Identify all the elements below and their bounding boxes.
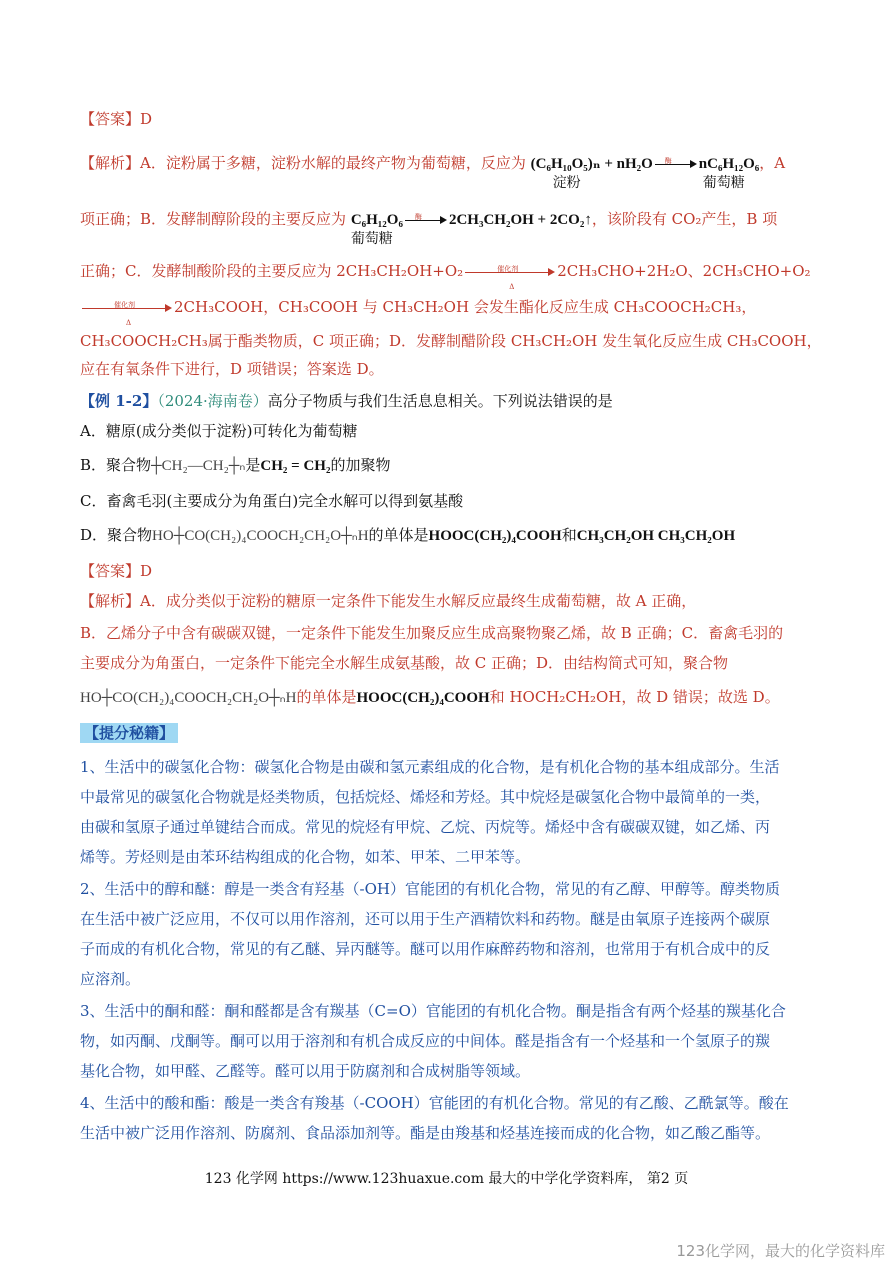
example-header <box>80 390 613 412</box>
analysis2-line3: 主要成分为角蛋白，一定条件下能完全水解生成氨基酸，故 C 正确；D．由结构简式可知，聚合物 <box>80 654 729 672</box>
option-b: B．聚合物┼CH₂—CH₂┼ₙ是CH₂ = CH₂的加聚物 <box>80 456 391 474</box>
analysis1-line2: 项正确；B．发酵制醇阶段的主要反应为 C₆H₁₂O₆ 葡萄糖 酶 2CH₃CH₂OH + 2CO₂↑，该阶段有 CO₂产生，B 项 <box>80 210 778 247</box>
answer-label: 【答案】 <box>80 562 141 580</box>
page-footer: 123 化学网 https://www.123huaxue.com 最大的中学化学资料库， 第2 页 <box>204 1171 689 1187</box>
reaction-arrow: 催化剂 Δ <box>465 267 555 277</box>
tips-label: 【提分秘籍】 <box>80 723 178 743</box>
equation-fermentation: C₆H₁₂O₆ 葡萄糖 <box>350 212 403 247</box>
tips-p1-l1: 1、生活中的碳氢化合物：碳氢化合物是由碳和氢元素组成的化合物，是有机化合物的基本组成部分。生活 <box>80 758 780 776</box>
tips-p1-l2: 中最常见的碳氢化合物就是烃类物质，包括烷烃、烯烃和芳烃。其中烷烃是碳氢化合物中最简单的一类， <box>80 788 771 806</box>
reaction-arrow: 酶 <box>655 159 697 169</box>
eq-reactant: (C₆H₁₀O₅)ₙ + nH₂O <box>530 156 653 172</box>
analysis2-line2: B．乙烯分子中含有碳碳双键，一定条件下能发生加聚反应生成高聚物聚乙烯，故 B 正确；C．畜禽毛羽的 <box>80 624 784 642</box>
tips-p4-l1: 4、生活中的酸和酯：酸是一类含有羧基（-COOH）官能团的有机化合物。常见的有乙酸、乙酰氯等。酸在 <box>80 1094 789 1112</box>
analysis1-line3: 正确；C．发酵制酸阶段的主要反应为 2CH₃CH₂OH+O₂ 催化剂 Δ 2CH₃CHO+2H₂O、2CH₃CHO+O₂ <box>80 262 811 291</box>
analysis1-line5: CH₃COOCH₂CH₃属于酯类物质，C 项正确；D．发酵制醋阶段 CH₃CH₂OH 发生氧化反应生成 CH₃COOH， <box>80 332 822 350</box>
reaction-arrow: 催化剂 Δ <box>82 303 172 313</box>
reaction-arrow: 酶 <box>405 215 447 225</box>
monomer-formula: CH₂ = CH₂ <box>260 458 331 474</box>
monomer-formula-1: HOOC(CH₂)₄COOH <box>428 528 562 544</box>
tips-p1-l4: 烯等。芳烃则是由苯环结构组成的化合物，如苯、甲苯、二甲苯等。 <box>80 848 531 866</box>
answer-value: D <box>140 562 153 580</box>
tips-p2-l1: 2、生活中的醇和醚：醇是一类含有羟基（-OH）官能团的有机化合物，常见的有乙醇、甲醇等。醇类物质 <box>80 880 780 898</box>
example-source: （2024·海南卷） <box>157 392 268 410</box>
answer-line-1 <box>80 108 152 130</box>
tips-p4-l2: 生活中被广泛用作溶剂、防腐剂、食品添加剂等。酯是由羧基和烃基连接而成的化合物，如乙酸乙酯等。 <box>80 1124 771 1142</box>
analysis2-line4: HO┼CO(CH₂)₄COOCH₂CH₂O┼ₙH的单体是HOOC(CH₂)₄COOH和 HOCH₂CH₂OH，故 D 错误；故选 D。 <box>80 688 780 706</box>
analysis1-line4: 催化剂 Δ 2CH₃COOH，CH₃COOH 与 CH₃CH₂OH 会发生酯化反应生成 CH₃COOCH₂CH₃， <box>80 296 756 318</box>
tips-p1-l3: 由碳和氢原子通过单键结合而成。常见的烷烃有甲烷、乙烷、丙烷等。烯烃中含有碳碳双键，如乙烯、丙 <box>80 818 771 836</box>
analysis-label: 【解析】 <box>80 154 141 172</box>
example-question: 高分子物质与我们生活息息相关。下列说法错误的是 <box>267 392 613 410</box>
polymer-formula: ┼CH₂—CH₂┼ₙ <box>151 458 246 474</box>
answer-label: 【答案】 <box>80 110 141 128</box>
tips-header <box>80 722 178 744</box>
analysis1-line6: 应在有氧条件下进行，D 项错误；答案选 D。 <box>80 360 384 378</box>
watermark: 123化学网，最大的化学资料库 <box>676 1242 885 1260</box>
analysis1-line1: 【解析】A．淀粉属于多糖，淀粉水解的最终产物为葡萄糖，反应为 (C₆H₁₀O₅)ₙ + nH₂O 淀粉 酶 nC₆H₁₂O₆ 葡萄糖 ，A <box>80 152 785 175</box>
option-a: A．糖原(成分类似于淀粉)可转化为葡萄糖 <box>80 422 358 440</box>
tips-p3-l2: 物，如丙酮、戊酮等。酮可以用于溶剂和有机合成反应的中间体。醛是指含有一个烃基和一个氢原子的羰 <box>80 1032 771 1050</box>
option-c: C．畜禽毛羽(主要成分为角蛋白)完全水解可以得到氨基酸 <box>80 492 464 510</box>
eq-reactant-label: 淀粉 <box>552 176 581 191</box>
option-d: D．聚合物HO┼CO(CH₂)₄COOCH₂CH₂O┼ₙH的单体是HOOC(CH₂)₄COOH和CH₃CH₂OH CH₃CH₂OH <box>80 526 736 544</box>
eq-product: nC₆H₁₂O₆ 葡萄糖 <box>699 153 760 175</box>
polymer-formula: HO┼CO(CH₂)₄COOCH₂CH₂O┼ₙH <box>80 690 297 706</box>
tips-p2-l3: 子而成的有机化合物，常见的有乙醚、异丙醚等。醚可以用作麻醉药物和溶剂，也常用于有机合成中的反 <box>80 940 771 958</box>
tips-p2-l2: 在生活中被广泛应用，不仅可以用作溶剂，还可以用于生产酒精饮料和药物。醚是由氧原子连接两个碳原 <box>80 910 771 928</box>
monomer-formula-2: CH₃CH₂OH CH₃CH₂OH <box>576 528 736 544</box>
polymer-formula: HO┼CO(CH₂)₄COOCH₂CH₂O┼ₙH <box>152 528 369 544</box>
answer-value: D <box>140 110 153 128</box>
tips-p3-l3: 基化合物，如甲醛、乙醛等。醛可以用于防腐剂和合成树脂等领域。 <box>80 1062 531 1080</box>
answer-line-2 <box>80 560 152 582</box>
eq-product-label: 葡萄糖 <box>702 176 745 191</box>
tips-p3-l1: 3、生活中的酮和醛：酮和醛都是含有羰基（C=O）官能团的有机化合物。酮是指含有两个烃基的羰基化合 <box>80 1002 786 1020</box>
analysis-text: A．淀粉属于多糖，淀粉水解的最终产物为葡萄糖，反应为 <box>140 154 526 172</box>
analysis2-line1: 【解析】A．成分类似于淀粉的糖原一定条件下能发生水解反应最终生成葡萄糖，故 A 正确， <box>80 592 697 610</box>
equation-starch-hydrolysis <box>530 153 653 191</box>
monomer-formula: HOOC(CH₂)₄COOH <box>356 690 490 706</box>
tips-p2-l4: 应溶剂。 <box>80 970 141 988</box>
example-label: 【例 1-2】 <box>80 392 158 410</box>
